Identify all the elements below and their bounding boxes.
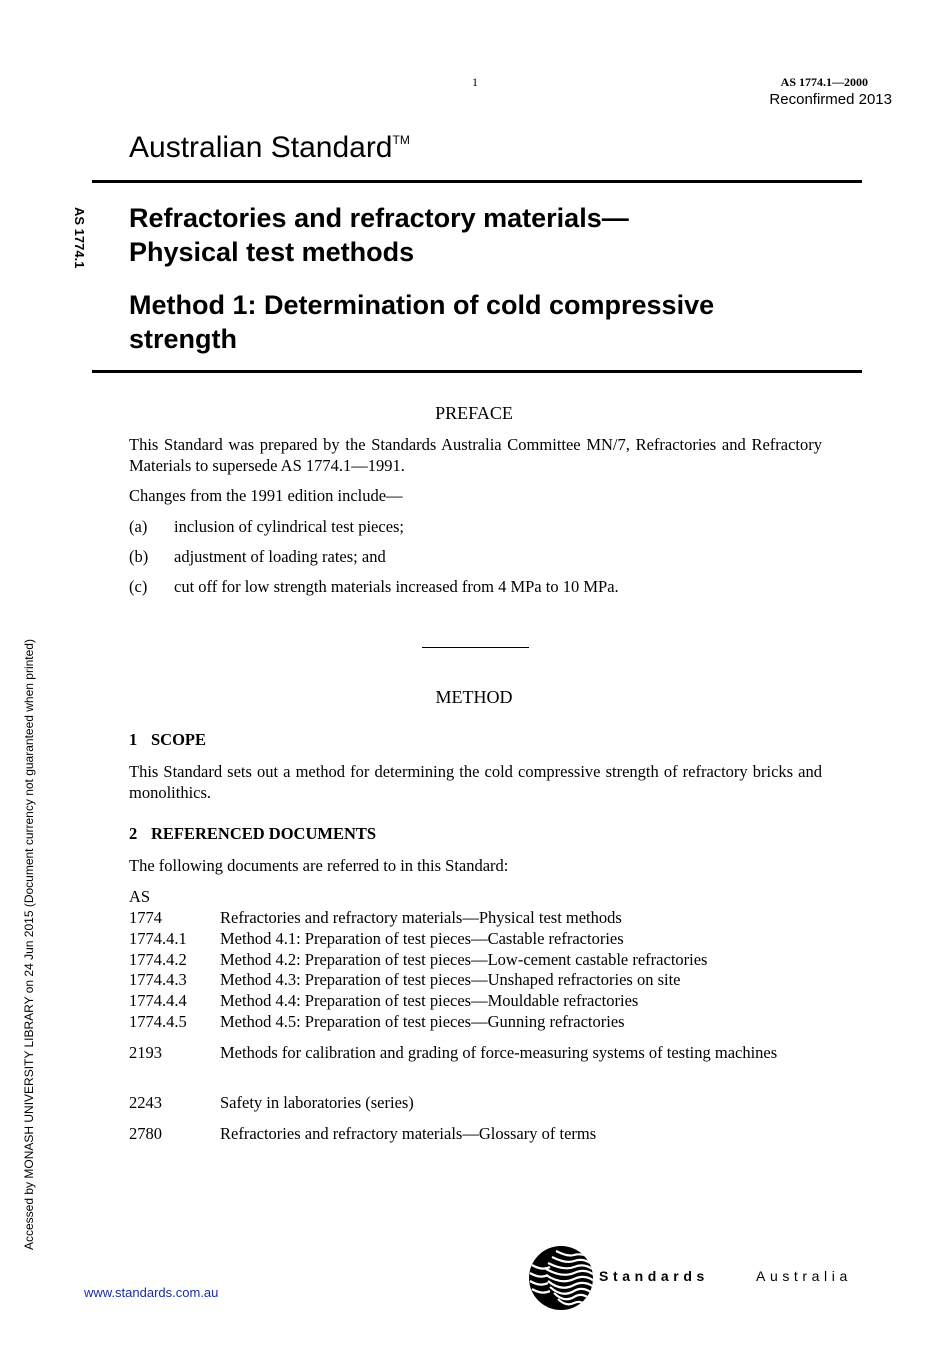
reference-row	[129, 1042, 819, 1084]
list-marker: (c)	[129, 577, 148, 596]
reference-code: 1774.4.3	[129, 970, 187, 989]
reference-code: 1774.4.2	[129, 950, 187, 969]
reference-title: Safety in laboratories (series)	[220, 1093, 414, 1112]
method-title-line-2: strength	[129, 324, 237, 354]
brand-name: Australian Standard	[129, 131, 393, 164]
list-marker: (a)	[129, 517, 148, 536]
reference-row	[129, 949, 819, 970]
page-number: 1	[472, 75, 478, 89]
access-note-text: Accessed by MONASH UNIVERSITY LIBRARY on 24 Jun 2015 (Document currency not guaranteed when printed)	[22, 639, 36, 1250]
method-title-line-1: Method 1: Determination of cold compressive	[129, 290, 715, 320]
standards-australia-logo-icon	[528, 1245, 594, 1311]
reference-prefix-label: AS	[129, 887, 151, 906]
reference-code: 2243	[129, 1093, 162, 1112]
preface-changes-intro: Changes from the 1991 edition include—	[129, 486, 403, 505]
list-item	[129, 546, 386, 567]
section-number: 2	[129, 824, 138, 843]
preface-paragraph: This Standard was prepared by the Standards Australia Committee MN/7, Refractories and Refractory Materials to supersede AS 1774.1—1991.	[129, 435, 822, 475]
standard-code: AS 1774.1—2000	[780, 75, 868, 89]
reference-code: 1774.4.1	[129, 929, 187, 948]
list-item-text: cut off for low strength materials increased from 4 MPa to 10 MPa.	[174, 577, 619, 596]
title-rule-bottom	[92, 370, 862, 373]
reference-title: Methods for calibration and grading of force-measuring systems of testing machines	[220, 1043, 778, 1062]
referenced-documents-intro: The following documents are referred to in this Standard:	[129, 856, 509, 875]
referenced-documents-heading	[129, 824, 376, 844]
reference-row	[129, 969, 819, 990]
preface-heading: PREFACE	[435, 403, 513, 423]
list-marker: (b)	[129, 547, 149, 566]
document-title-line-1: Refractories and refractory materials—	[129, 203, 629, 233]
reference-row	[129, 928, 819, 949]
logo-wordmark-australia: Australia	[756, 1268, 852, 1284]
scope-heading	[129, 730, 206, 750]
reference-title: Method 4.1: Preparation of test pieces—Castable refractories	[220, 929, 624, 948]
reference-title: Method 4.3: Preparation of test pieces—Unshaped refractories on site	[220, 970, 681, 989]
list-item-text: adjustment of loading rates; and	[174, 547, 386, 566]
reference-code: 1774.4.5	[129, 1012, 187, 1031]
reference-code: 1774.4.4	[129, 991, 187, 1010]
reference-code: 2780	[129, 1124, 162, 1143]
reference-code: 1774	[129, 908, 162, 927]
section-divider	[422, 647, 529, 648]
method-heading: METHOD	[435, 687, 513, 707]
reference-row	[129, 990, 819, 1011]
section-title: REFERENCED DOCUMENTS	[151, 824, 377, 843]
trademark-mark: TM	[392, 133, 410, 147]
list-item-text: inclusion of cylindrical test pieces;	[174, 517, 405, 536]
reference-row	[129, 1011, 819, 1032]
document-title-line-2: Physical test methods	[129, 237, 415, 267]
reference-title: Refractories and refractory materials—Physical test methods	[220, 908, 622, 927]
list-item	[129, 516, 404, 537]
reference-title: Method 4.2: Preparation of test pieces—Low-cement castable refractories	[220, 950, 708, 969]
scope-paragraph: This Standard sets out a method for determining the cold compressive strength of refractory bricks and monolithics.	[129, 762, 822, 802]
reference-code: 2193	[129, 1043, 162, 1062]
reference-row	[129, 907, 819, 928]
reference-row	[129, 1123, 819, 1144]
reference-title: Method 4.4: Preparation of test pieces—Mouldable refractories	[220, 991, 639, 1010]
reconfirmed-note: Reconfirmed 2013	[769, 91, 892, 108]
reference-row	[129, 1092, 819, 1113]
reference-prefix	[129, 886, 819, 907]
section-number: 1	[129, 730, 138, 749]
side-standard-code: AS 1774.1	[72, 207, 87, 269]
section-title: SCOPE	[151, 730, 207, 749]
list-item	[129, 576, 619, 597]
reference-title: Method 4.5: Preparation of test pieces—Gunning refractories	[220, 1012, 625, 1031]
title-rule-top	[92, 180, 862, 183]
logo-wordmark-standards: Standards	[599, 1268, 709, 1284]
australian-standard-brand	[129, 131, 410, 165]
website-link[interactable]: www.standards.com.au	[84, 1285, 219, 1300]
reference-title: Refractories and refractory materials—Glossary of terms	[220, 1124, 597, 1143]
